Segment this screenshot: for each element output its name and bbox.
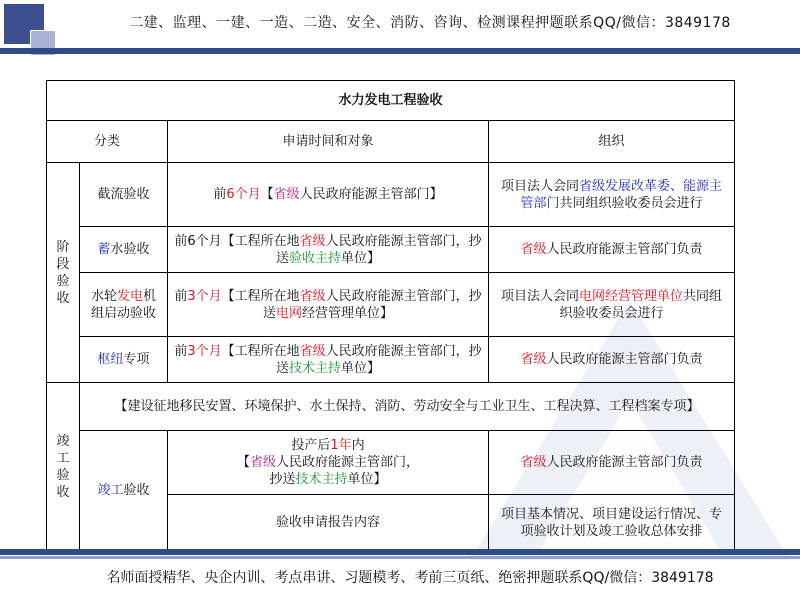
header-rule xyxy=(0,48,800,54)
header-time-object: 申请时间和对象 xyxy=(168,121,489,163)
row-name-hub: 枢纽专项 xyxy=(80,337,168,383)
row-time-cutoff: 前6个月【省级人民政府能源主管部门】 xyxy=(168,163,489,227)
row-name-turbine: 水轮发电机组启动验收 xyxy=(80,273,168,337)
header-organization: 组织 xyxy=(489,121,735,163)
row-org-final: 省级人民政府能源主管部门负责 xyxy=(489,431,735,495)
row-org-hub: 省级人民政府能源主管部门负责 xyxy=(489,337,735,383)
footer-rule xyxy=(0,549,800,555)
footer-rule-light xyxy=(0,556,800,559)
header-banner: 二建、监理、一建、一造、二造、安全、消防、咨询、检测课程押题联系QQ/微信：3849178 xyxy=(129,15,731,31)
row-org-turbine: 项目法人会同电网经营管理单位共同组织验收委员会进行 xyxy=(489,273,735,337)
group-stage-acceptance: 阶段验收 xyxy=(47,163,80,383)
row-name-impound: 蓄水验收 xyxy=(80,227,168,273)
footer-banner: 名师面授精华、央企内训、考点串讲、习题模考、考前三页纸、绝密押题联系QQ/微信：3849178 xyxy=(106,570,714,586)
group-completion-acceptance: 竣工验收 xyxy=(47,383,80,551)
row-report-content: 项目基本情况、项目建设运行情况、专项验收计划及竣工验收总体安排 xyxy=(489,495,735,551)
row-time-turbine: 前3个月【工程所在地省级人民政府能源主管部门，抄送电网经营管理单位】 xyxy=(168,273,489,337)
row-time-final: 投产后1年内 【省级人民政府能源主管部门， 抄送技术主持单位】 xyxy=(168,431,489,495)
table-title: 水力发电工程验收 xyxy=(47,81,735,121)
row-org-impound: 省级人民政府能源主管部门负责 xyxy=(489,227,735,273)
header-category: 分类 xyxy=(47,121,168,163)
row-special-items: 【建设征地移民安置、环境保护、水土保持、消防、劳动安全与工业卫生、工程决算、工程档案专项】 xyxy=(80,383,735,431)
row-time-impound: 前6个月【工程所在地省级人民政府能源主管部门，抄送验收主持单位】 xyxy=(168,227,489,273)
row-name-cutoff: 截流验收 xyxy=(80,163,168,227)
row-name-final: 竣工验收 xyxy=(80,431,168,551)
row-report-label: 验收申请报告内容 xyxy=(168,495,489,551)
row-time-hub: 前3个月【工程所在地省级人民政府能源主管部门，抄送技术主持单位】 xyxy=(168,337,489,383)
row-org-cutoff: 项目法人会同省级发展改革委、能源主管部门共同组织验收委员会进行 xyxy=(489,163,735,227)
acceptance-table xyxy=(46,80,735,551)
